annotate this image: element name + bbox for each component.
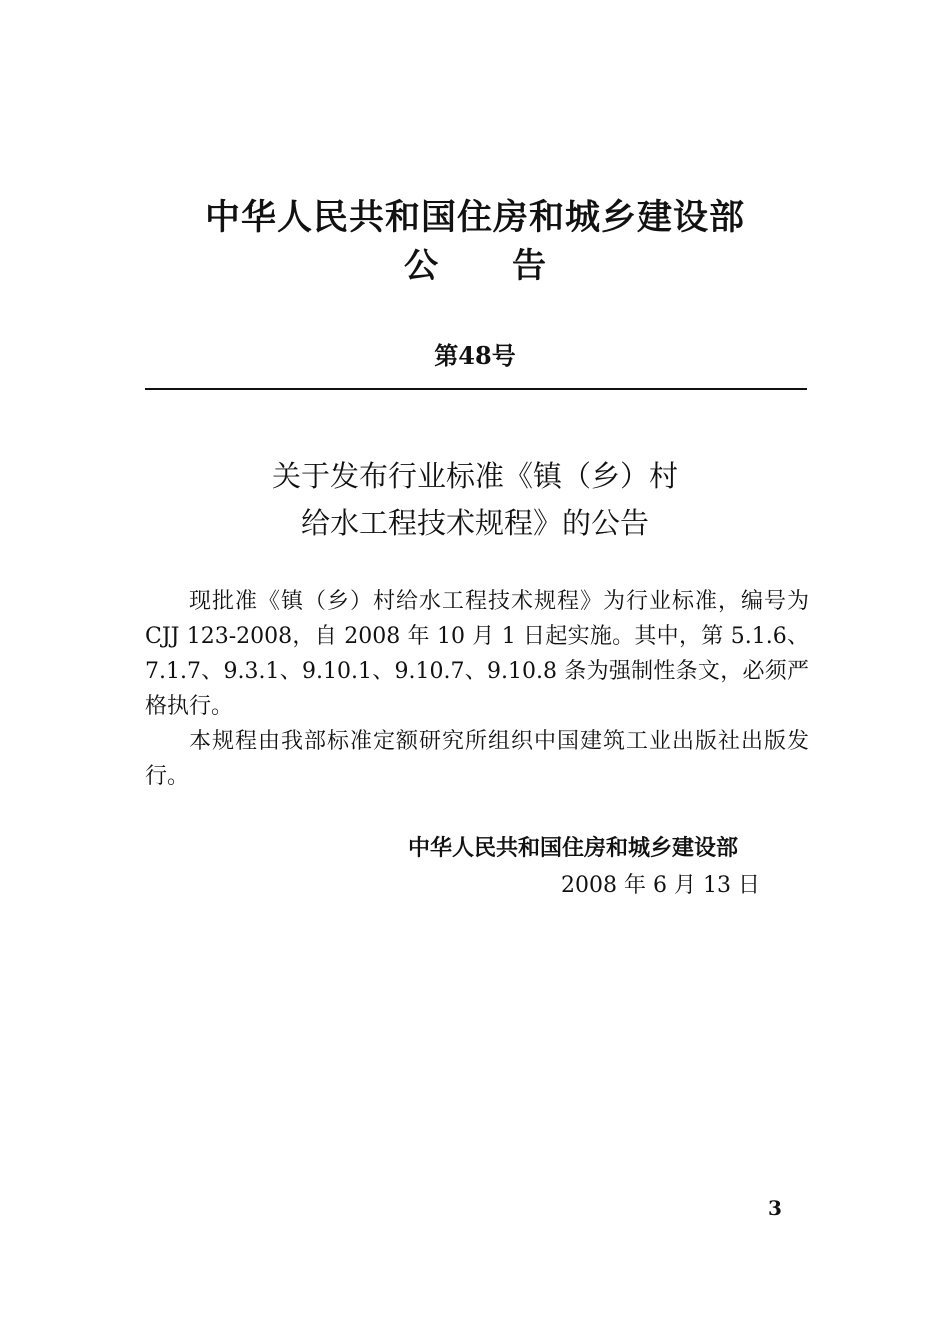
issuer-title: 中华人民共和国住房和城乡建设部	[204, 197, 745, 238]
announcement-number: 第48号	[434, 341, 516, 370]
body-paragraph-1: 现批准《镇（乡）村给水工程技术规程》为行业标准，编号为 CJJ 123-2008，自 2008 年 10 月 1 日起实施。其中，第 5.1.6、7.1.7、9.3.1、9.10.1、9.10.7、9.10.8 条为强制性条文，必须严格执行。	[145, 589, 809, 719]
document-type-heading: 公告	[404, 246, 620, 286]
body-paragraph-2: 本规程由我部标准定额研究所组织中国建筑工业出版社出版发行。	[145, 729, 809, 789]
signature-date: 2008 年 6 月 13 日	[561, 873, 760, 898]
signature-issuer: 中华人民共和国住房和城乡建设部	[408, 835, 739, 861]
announcement-body	[145, 584, 809, 794]
announcement-title-line-2: 给水工程技术规程》的公告	[300, 506, 649, 540]
header-divider	[145, 388, 807, 390]
announcement-title-line-1: 关于发布行业标准《镇（乡）村	[271, 459, 678, 493]
page-number: 3	[768, 1196, 782, 1220]
